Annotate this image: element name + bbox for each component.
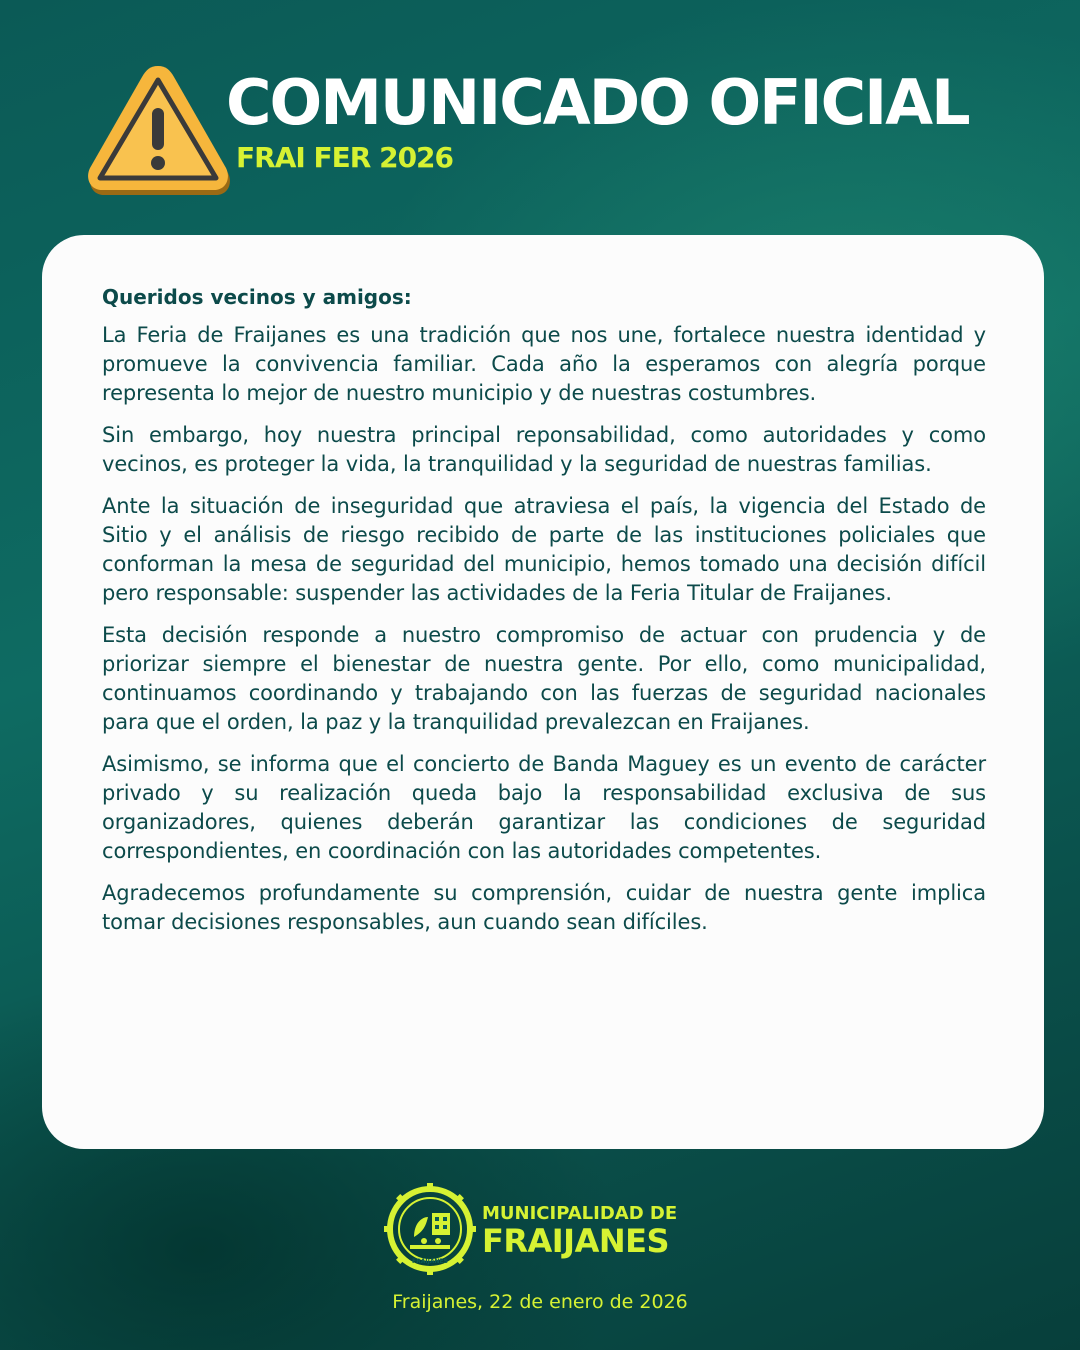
- letter-paragraph: La Feria de Fraijanes es una tradición que nos une, fortalece nuestra identidad y promueve la convivencia familiar. Cada año la esperamos con alegría porque representa lo mejor de nuestro municipio y de nuestras costumbres.: [102, 323, 986, 405]
- letter-date: Fraijanes, 22 de enero de 2026: [392, 1291, 688, 1313]
- municipality-seal-icon: [384, 1183, 476, 1275]
- letter-paragraph: Asimismo, se informa que el concierto de Banda Maguey es un evento de carácter privado y su realización queda bajo la responsabilidad exclusiva de sus organizadores, quienes deberán garantizar las condiciones de seguridad correspondientes, en coordinación con las autoridades competentes.: [102, 752, 986, 863]
- letter-paragraph: Agradecemos profundamente su comprensión, cuidar de nuestra gente implica tomar decisiones responsables, aun cuando sean difíciles.: [102, 881, 986, 934]
- letter-paragraph: Esta decisión responde a nuestro compromiso de actuar con prudencia y de priorizar siempre el bienestar de nuestra gente. Por ello, como municipalidad, continuamos coordinando y trabajando con las fuerzas de seguridad nacionales para que el orden, la paz y la tranquilidad prevalezcan en Fraijanes.: [102, 623, 986, 734]
- page-subtitle: FRAI FER 2026: [236, 141, 454, 174]
- seal-text: FRAIJANES: [412, 1258, 448, 1265]
- letter-paragraph: Ante la situación de inseguridad que atraviesa el país, la vigencia del Estado de Sitio y el análisis de riesgo recibido de parte de las instituciones policiales que conforman la mesa de seguridad del municipio, hemos tomado una decisión difícil pero responsable: suspender las actividades de la Feria Titular de Fraijanes.: [102, 494, 986, 605]
- page-title: COMUNICADO OFICIAL: [226, 66, 969, 139]
- letter-card: [42, 235, 1044, 1149]
- letter-paragraph: Sin embargo, hoy nuestra principal reponsabilidad, como autoridades y como vecinos, es proteger la vida, la tranquilidad y la seguridad de nuestras familias.: [102, 423, 986, 476]
- logo-line-2: FRAIJANES: [482, 1222, 670, 1260]
- warning-icon: [84, 60, 232, 198]
- letter-greeting: Queridos vecinos y amigos:: [102, 285, 412, 309]
- municipality-logo: [384, 1183, 714, 1278]
- logo-line-1: MUNICIPALIDAD DE: [482, 1203, 678, 1224]
